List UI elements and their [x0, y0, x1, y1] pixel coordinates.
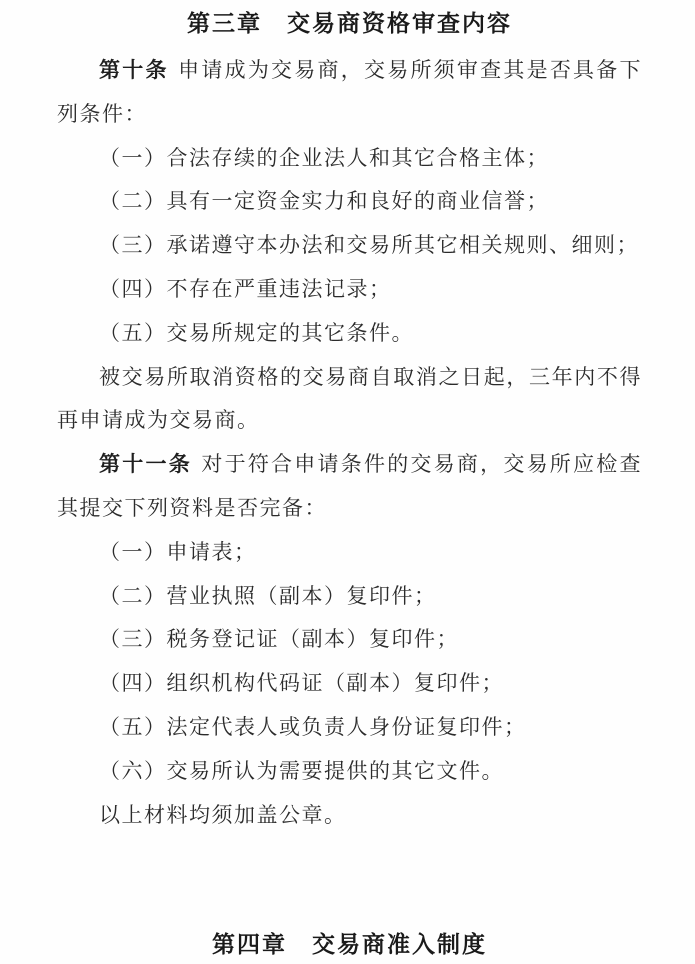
list-item: （六）交易所认为需要提供的其它文件。 [99, 758, 504, 783]
chapter-3-heading: 第三章 交易商资格审查内容 [187, 10, 512, 36]
article-11-paragraph [57, 443, 642, 531]
list-item: （一）申请表； [99, 539, 257, 564]
chapter-4-heading: 第四章 交易商准入制度 [212, 931, 487, 958]
article-11-text: 对于符合申请条件的交易商，交易所应检查其提交下列资料是否完备： [57, 452, 642, 520]
article-10-text: 申请成为交易商，交易所须审查其是否具备下列条件： [57, 58, 643, 126]
article-11-number: 第十一条 [99, 452, 192, 477]
document-body [57, 49, 642, 837]
list-item: （五）交易所规定的其它条件。 [99, 320, 414, 345]
list-item: （三）承诺遵守本办法和交易所其它相关规则、细则； [99, 233, 639, 258]
list-item: （三）税务登记证（副本）复印件； [99, 627, 459, 652]
article-11-note: 以上材料均须加盖公章。 [99, 802, 347, 827]
article-10-note: 被交易所取消资格的交易商自取消之日起，三年内不得再申请成为交易商。 [57, 364, 642, 433]
article-10-paragraph [57, 49, 642, 137]
list-item: （五）法定代表人或负责人身份证复印件； [99, 714, 527, 739]
list-item: （二）具有一定资金实力和良好的商业信誉； [99, 189, 549, 214]
list-item: （一）合法存续的企业法人和其它合格主体； [99, 145, 549, 170]
article-10-number: 第十条 [99, 58, 169, 82]
list-item: （四）组织机构代码证（副本）复印件； [99, 671, 504, 696]
list-item: （二）营业执照（副本）复印件； [99, 583, 437, 608]
list-item: （四）不存在严重违法记录； [99, 276, 392, 301]
